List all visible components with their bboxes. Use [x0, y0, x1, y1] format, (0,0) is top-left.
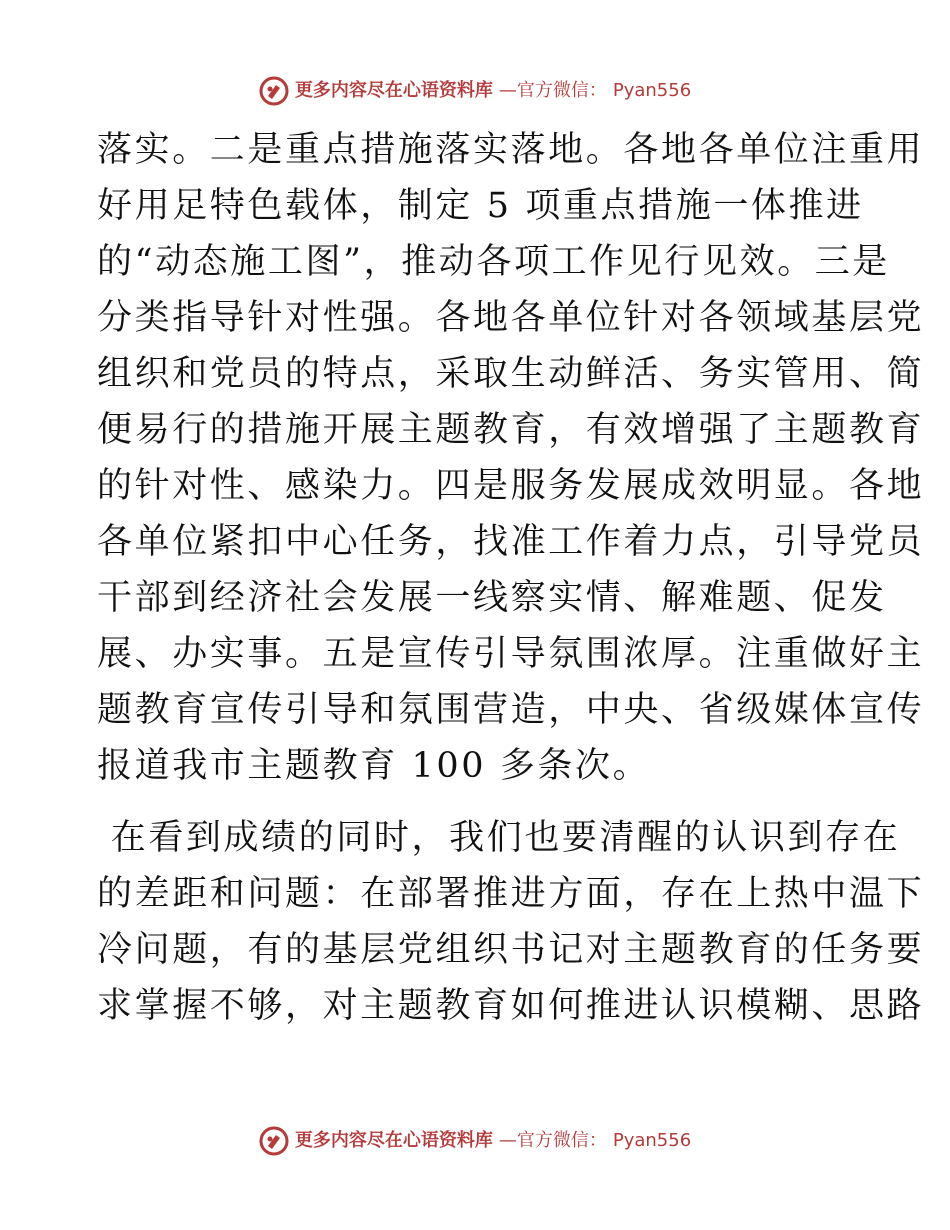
watermark-wechat-id: Pyan556 — [612, 1130, 692, 1151]
text-line: 展、办实事。五是宣传引导氛围浓厚。注重做好主 — [97, 634, 925, 674]
text-line: 便易行的措施开展主题教育，有效增强了主题教育 — [97, 410, 925, 450]
text-line: 冷问题，有的基层党组织书记对主题教育的任务要 — [97, 930, 925, 970]
text-line: 的“动态施工图”，推动各项工作见行见效。三是 — [97, 242, 890, 282]
paragraph-gap — [97, 794, 857, 810]
document-body — [97, 122, 925, 1034]
text-line: 组织和党员的特点，采取生动鲜活、务实管用、简 — [97, 354, 925, 394]
watermark-subtitle: —官方微信： — [498, 80, 607, 101]
text-line: 分类指导针对性强。各地各单位针对各领域基层党 — [97, 298, 925, 338]
watermark-title: 更多内容尽在心语资料库 — [294, 1130, 493, 1151]
text-line: 的差距和问题：在部署推进方面，存在上热中温下 — [97, 874, 925, 914]
text-line: 干部到经济社会发展一线察实情、解难题、促发 — [97, 578, 887, 618]
watermark-logo-icon — [259, 1126, 289, 1156]
watermark-wechat-id: Pyan556 — [612, 80, 692, 101]
text-line: 在看到成绩的同时，我们也要清醒的认识到存在 — [97, 818, 901, 858]
text-line: 报道我市主题教育 100 多条次。 — [97, 746, 651, 786]
text-line: 题教育宣传引导和氛围营造，中央、省级媒体宣传 — [97, 690, 925, 730]
text-line: 各单位紧扣中心任务，找准工作着力点，引导党员 — [97, 522, 925, 562]
text-line: 好用足特色载体，制定 5 项重点措施一体推进 — [97, 186, 864, 226]
watermark-logo-icon — [259, 76, 289, 106]
paragraph-1 — [97, 122, 925, 794]
watermark-title: 更多内容尽在心语资料库 — [294, 80, 493, 101]
footer-watermark — [0, 1126, 950, 1156]
text-line: 的针对性、感染力。四是服务发展成效明显。各地 — [97, 466, 925, 506]
text-line: 落实。二是重点措施落实落地。各地各单位注重用 — [97, 130, 925, 170]
text-line: 求掌握不够，对主题教育如何推进认识模糊、思路 — [97, 986, 925, 1026]
paragraph-2 — [97, 810, 925, 1034]
watermark-subtitle: —官方微信： — [498, 1130, 607, 1151]
header-watermark — [0, 76, 950, 106]
